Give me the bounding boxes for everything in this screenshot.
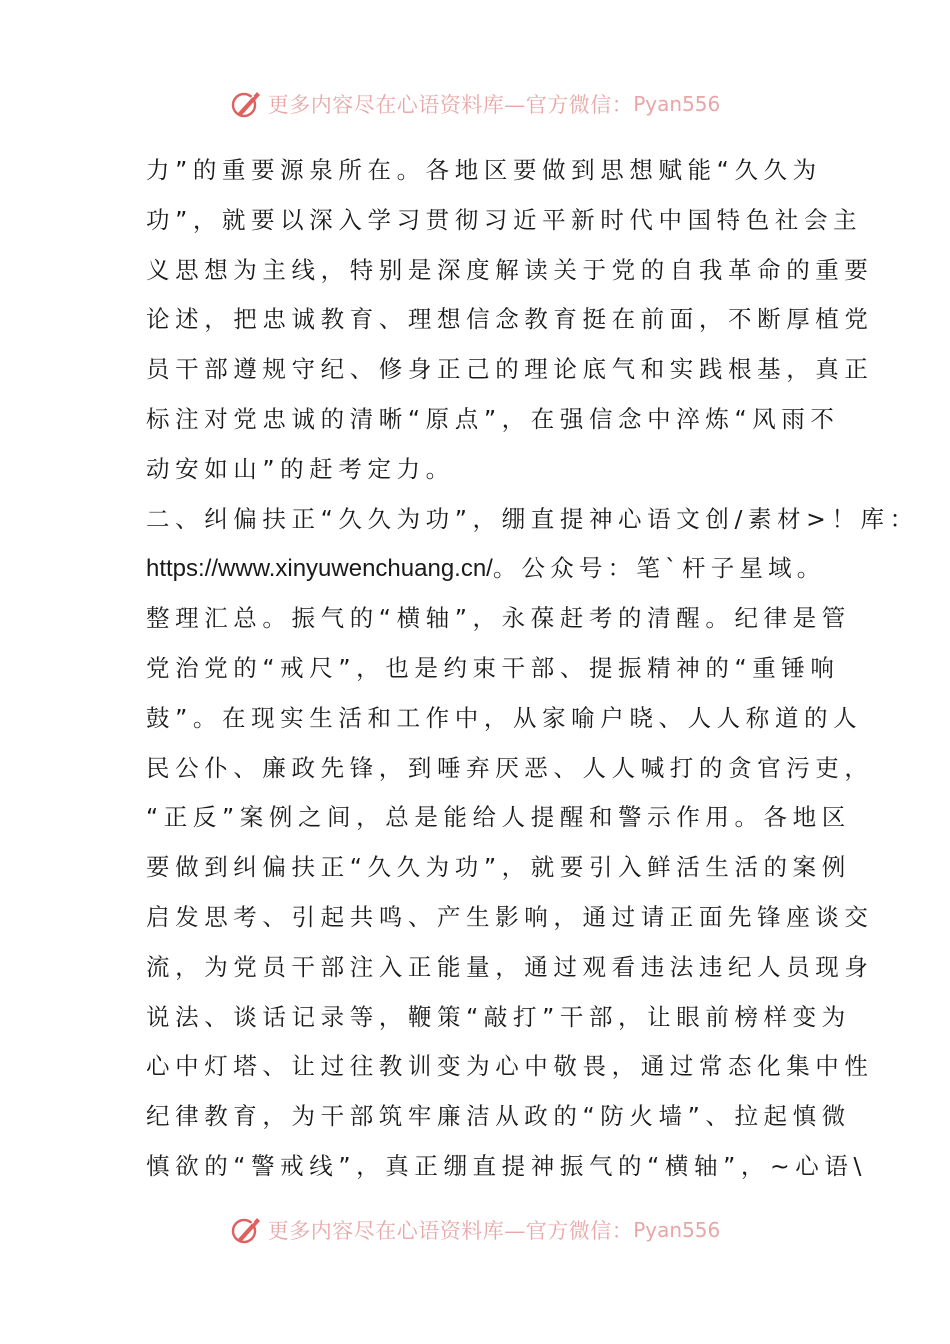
footer-slogan: 更多内容尽在心语资料库—官方微信：: [267, 1219, 634, 1243]
text-line: 慎欲的“警戒线”，真正绷直提神振气的“横轴”，~心语\: [146, 1151, 868, 1180]
article-body: [146, 146, 919, 1192]
text-line: 纪律教育，为干部筑牢廉洁从政的“防火墙”、拉起慎微: [146, 1102, 851, 1131]
feather-pen-logo-icon: [230, 1213, 264, 1247]
url-line: [146, 544, 826, 594]
text-line: 动安如山”的赶考定力。: [146, 454, 455, 483]
text-line: 力”的重要源泉所在。各地区要做到思想赋能“久久为: [146, 156, 822, 184]
header-contact: Pyan556: [633, 92, 721, 116]
text-line: 功”，就要以深入学习贯彻习近平新时代中国特色社会主: [146, 205, 863, 234]
text-line: “正反”案例之间，总是能给人提醒和警示作用。各地区: [146, 803, 851, 832]
text-line: 启发思考、引起共鸣、产生影响，通过请正面先锋座谈交: [146, 902, 874, 931]
header-banner: [0, 84, 950, 124]
text-line: 鼓”。在现实生活和工作中，从家喻户晓、人人称道的人: [146, 703, 863, 732]
header-slogan: 更多内容尽在心语资料库—官方微信：: [267, 93, 634, 117]
text-line: 流，为党员干部注入正能量，通过观看违法违纪人员现身: [146, 952, 874, 981]
text-line: 标注对党忠诚的清晰“原点”，在强信念中淬炼“风雨不: [146, 404, 840, 433]
text-line: 要做到纠偏扶正“久久为功”，就要引入鲜活生活的案例: [146, 853, 851, 882]
footer-banner: [0, 1210, 950, 1250]
website-url: https://www.xinyuwenchuang.cn/: [146, 555, 493, 583]
text-line: 义思想为主线，特别是深度解读关于党的自我革命的重要: [146, 255, 874, 284]
url-line-rest: 。公众号：笔`杆子星域。: [492, 554, 826, 583]
section-heading-line: 二、纠偏扶正“久久为功”，绷直提神心语文创/素材>！库：: [146, 504, 919, 533]
footer-contact: Pyan556: [633, 1218, 721, 1242]
text-line: 说法、谈话记录等，鞭策“敲打”干部，让眼前榜样变为: [146, 1002, 851, 1031]
feather-pen-logo-icon: [230, 87, 264, 121]
text-line: 党治党的“戒尺”，也是约束干部、提振精神的“重锤响: [146, 653, 840, 682]
text-line: 民公仆、廉政先锋，到唾弃厌恶、人人喊打的贪官污吏，: [146, 753, 874, 782]
text-line: 整理汇总。振气的“横轴”，永葆赶考的清醒。纪律是管: [146, 604, 851, 633]
text-line: 心中灯塔、让过往教训变为心中敬畏，通过常态化集中性: [146, 1052, 874, 1081]
text-line: 论述，把忠诚教育、理想信念教育挺在前面，不断厚植党: [146, 305, 874, 334]
text-line: 员干部遵规守纪、修身正己的理论底气和实践根基，真正: [146, 355, 874, 384]
